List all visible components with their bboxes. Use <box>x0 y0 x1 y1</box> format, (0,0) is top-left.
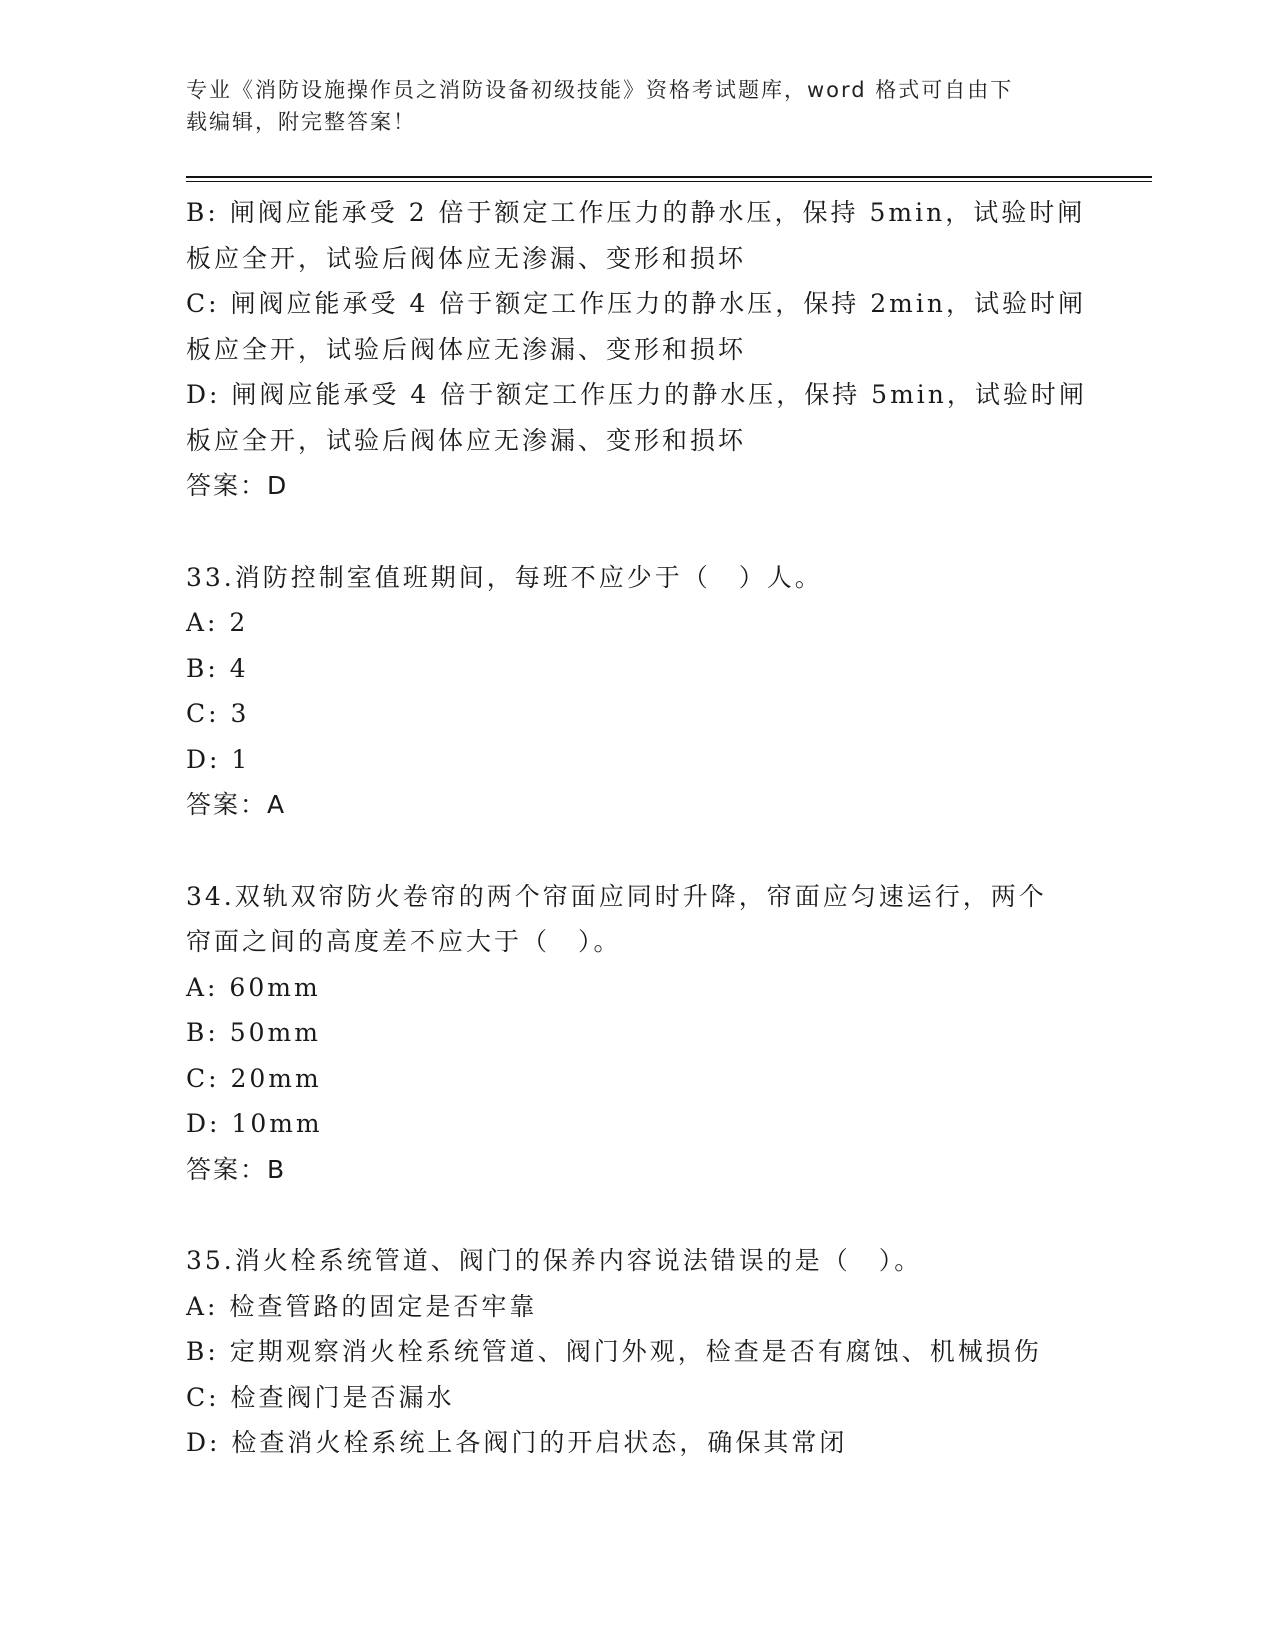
question-33-option-a: A: 2 <box>186 608 249 637</box>
question-33-option-c: C: 3 <box>186 699 250 728</box>
option-d-line-2: 板应全开，试验后阀体应无渗漏、变形和损坏 <box>186 425 747 455</box>
question-34-answer: 答案：B <box>186 1154 287 1184</box>
question-35-option-c: C: 检查阀门是否漏水 <box>186 1382 455 1412</box>
question-34-option-a: A: 60mm <box>186 972 321 1002</box>
answer-line: 答案：D <box>186 471 289 500</box>
question-33-option-d: D: 1 <box>186 744 251 774</box>
question-34-text-line-2: 帘面之间的高度差不应大于（ ）。 <box>186 927 622 956</box>
question-34-option-c: C: 20mm <box>186 1063 322 1093</box>
option-c-line-1: C: 闸阀应能承受 4 倍于额定工作压力的静水压，保持 2min，试验时闸 <box>186 289 1086 318</box>
option-b-line-2: 板应全开，试验后阀体应无渗漏、变形和损坏 <box>186 243 747 273</box>
question-33-block <box>186 555 1086 828</box>
question-spacer <box>186 1192 1086 1238</box>
question-34-text-line-1: 34.双轨双帘防火卷帘的两个帘面应同时升降，帘面应匀速运行，两个 <box>186 881 1047 911</box>
question-content <box>186 190 1086 1466</box>
question-34-block <box>186 874 1086 1193</box>
question-33-option-b: B: 4 <box>186 653 249 683</box>
option-b-line-1: B: 闸阀应能承受 2 倍于额定工作压力的静水压，保持 5min，试验时闸 <box>186 198 1086 227</box>
header-divider-thick <box>186 176 1152 178</box>
question-34-option-b: B: 50mm <box>186 1018 321 1047</box>
question-35-text: 35.消火栓系统管道、阀门的保养内容说法错误的是（ ）。 <box>186 1246 923 1275</box>
question-35-option-d: D: 检查消火栓系统上各阀门的开启状态，确保其常闭 <box>186 1428 848 1457</box>
header-divider-thin <box>186 181 1152 182</box>
question-spacer <box>186 509 1086 555</box>
question-33-text: 33.消防控制室值班期间，每班不应少于（ ）人。 <box>186 562 823 592</box>
option-c-line-2: 板应全开，试验后阀体应无渗漏、变形和损坏 <box>186 334 747 364</box>
question-35-block <box>186 1238 1086 1466</box>
question-spacer <box>186 828 1086 874</box>
header-line-2: 载编辑，附完整答案！ <box>186 110 416 134</box>
prev-question-block <box>186 190 1086 509</box>
header-line-1: 专业《消防设施操作员之消防设备初级技能》资格考试题库，word 格式可自由下 <box>186 78 1014 102</box>
question-33-answer: 答案：A <box>186 790 287 819</box>
question-35-option-a: A: 检查管路的固定是否牢靠 <box>186 1291 538 1321</box>
document-header <box>186 74 1066 138</box>
question-35-option-b: B: 定期观察消火栓系统管道、阀门外观，检查是否有腐蚀、机械损伤 <box>186 1337 1042 1366</box>
question-34-option-d: D: 10mm <box>186 1109 323 1138</box>
option-d-line-1: D: 闸阀应能承受 4 倍于额定工作压力的静水压，保持 5min，试验时闸 <box>186 380 1087 409</box>
